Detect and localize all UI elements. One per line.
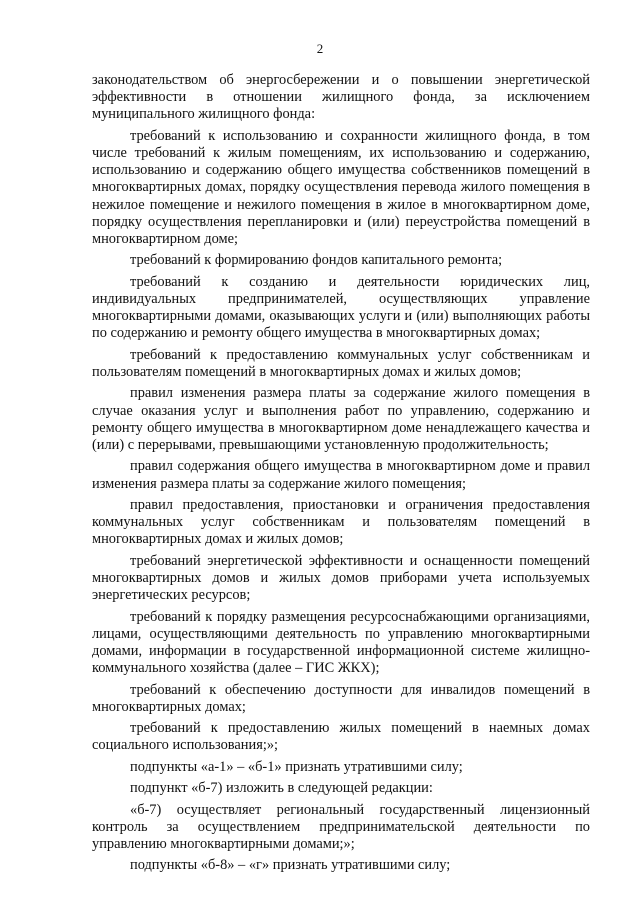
paragraph-intro: законодательством об энергосбережении и о повышении энергетической эффективности в отношении жилищного фонда, за исключением муниципального жилищного фонда: bbox=[92, 72, 590, 123]
paragraph-fee-change-quality: правил изменения размера платы за содержание жилого помещения в случае оказания услуг и выполнения работ по управлению, содержанию и ремонту общего имущества в многоквартирном доме ненадлежащего качества и (или) с перерывами, превышающими установленную продолжительность; bbox=[92, 385, 590, 453]
paragraph-repeal-b8-g: подпункты «б-8» – «г» признать утратившими силу; bbox=[130, 857, 451, 874]
paragraph-capital-repair-funds: требований к формированию фондов капитального ремонта; bbox=[130, 252, 503, 269]
paragraph-social-housing: требований к предоставлению жилых помещений в наемных домах социального использования;»; bbox=[92, 720, 590, 754]
paragraph-accessibility: требований к обеспечению доступности для инвалидов помещений в многоквартирных домах; bbox=[92, 681, 590, 715]
paragraph-common-property-maintenance: правил содержания общего имущества в многоквартирном доме и правил изменения размера платы за содержание жилого помещения; bbox=[92, 458, 590, 492]
paragraph-repeal-a1-b1: подпункты «а-1» – «б-1» признать утратившими силу; bbox=[130, 758, 463, 775]
paragraph-gis-zhkkh: требований к порядку размещения ресурсоснабжающими организациями, лицами, осуществляющими деятельность по управлению многоквартирными домами, информации в государственной информационной системе жилищно-коммунального хозяйства (далее – ГИС ЖКХ); bbox=[92, 608, 590, 677]
paragraph-utility-suspension-rules: правил предоставления, приостановки и ограничения предоставления коммунальных услуг собственникам и пользователям помещений в многоквартирных домах и жилых домов; bbox=[92, 496, 590, 548]
paragraph-b7-text: «б-7) осуществляет региональный государственный лицензионный контроль за осуществлением предпринимательской деятельности по управлению многоквартирными домами;»; bbox=[92, 801, 590, 852]
paragraph-utility-services: требований к предоставлению коммунальных услуг собственникам и пользователям помещений в многоквартирных домах и жилых домов; bbox=[92, 346, 590, 380]
paragraph-management-entities: требований к созданию и деятельности юридических лиц, индивидуальных предпринимателей, осуществляющих управление многоквартирными домами, оказывающих услуги и (или) выполняющих работы по содержанию и ремонту общего имущества в многоквартирных домах; bbox=[92, 273, 590, 342]
document-body bbox=[92, 72, 590, 875]
paragraph-housing-fund-requirements: требований к использованию и сохранности жилищного фонда, в том числе требований к жилым помещениям, их использованию и содержанию, использованию и содержанию общего имущества собственников помещений в многоквартирных домах, порядку осуществления перевода жилого помещения в нежилое помещение и нежилого помещения в жилое в многоквартирном доме, порядку осуществления перепланировки и (или) переустройства помещений в многоквартирном доме; bbox=[92, 127, 590, 248]
paragraph-energy-efficiency: требований энергетической эффективности и оснащенности помещений многоквартирных домов и жилых домов приборами учета используемых энергетических ресурсов; bbox=[92, 552, 590, 604]
page-number: 2 bbox=[316, 41, 324, 56]
paragraph-b7-new-wording: подпункт «б-7) изложить в следующей редакции: bbox=[130, 780, 433, 797]
